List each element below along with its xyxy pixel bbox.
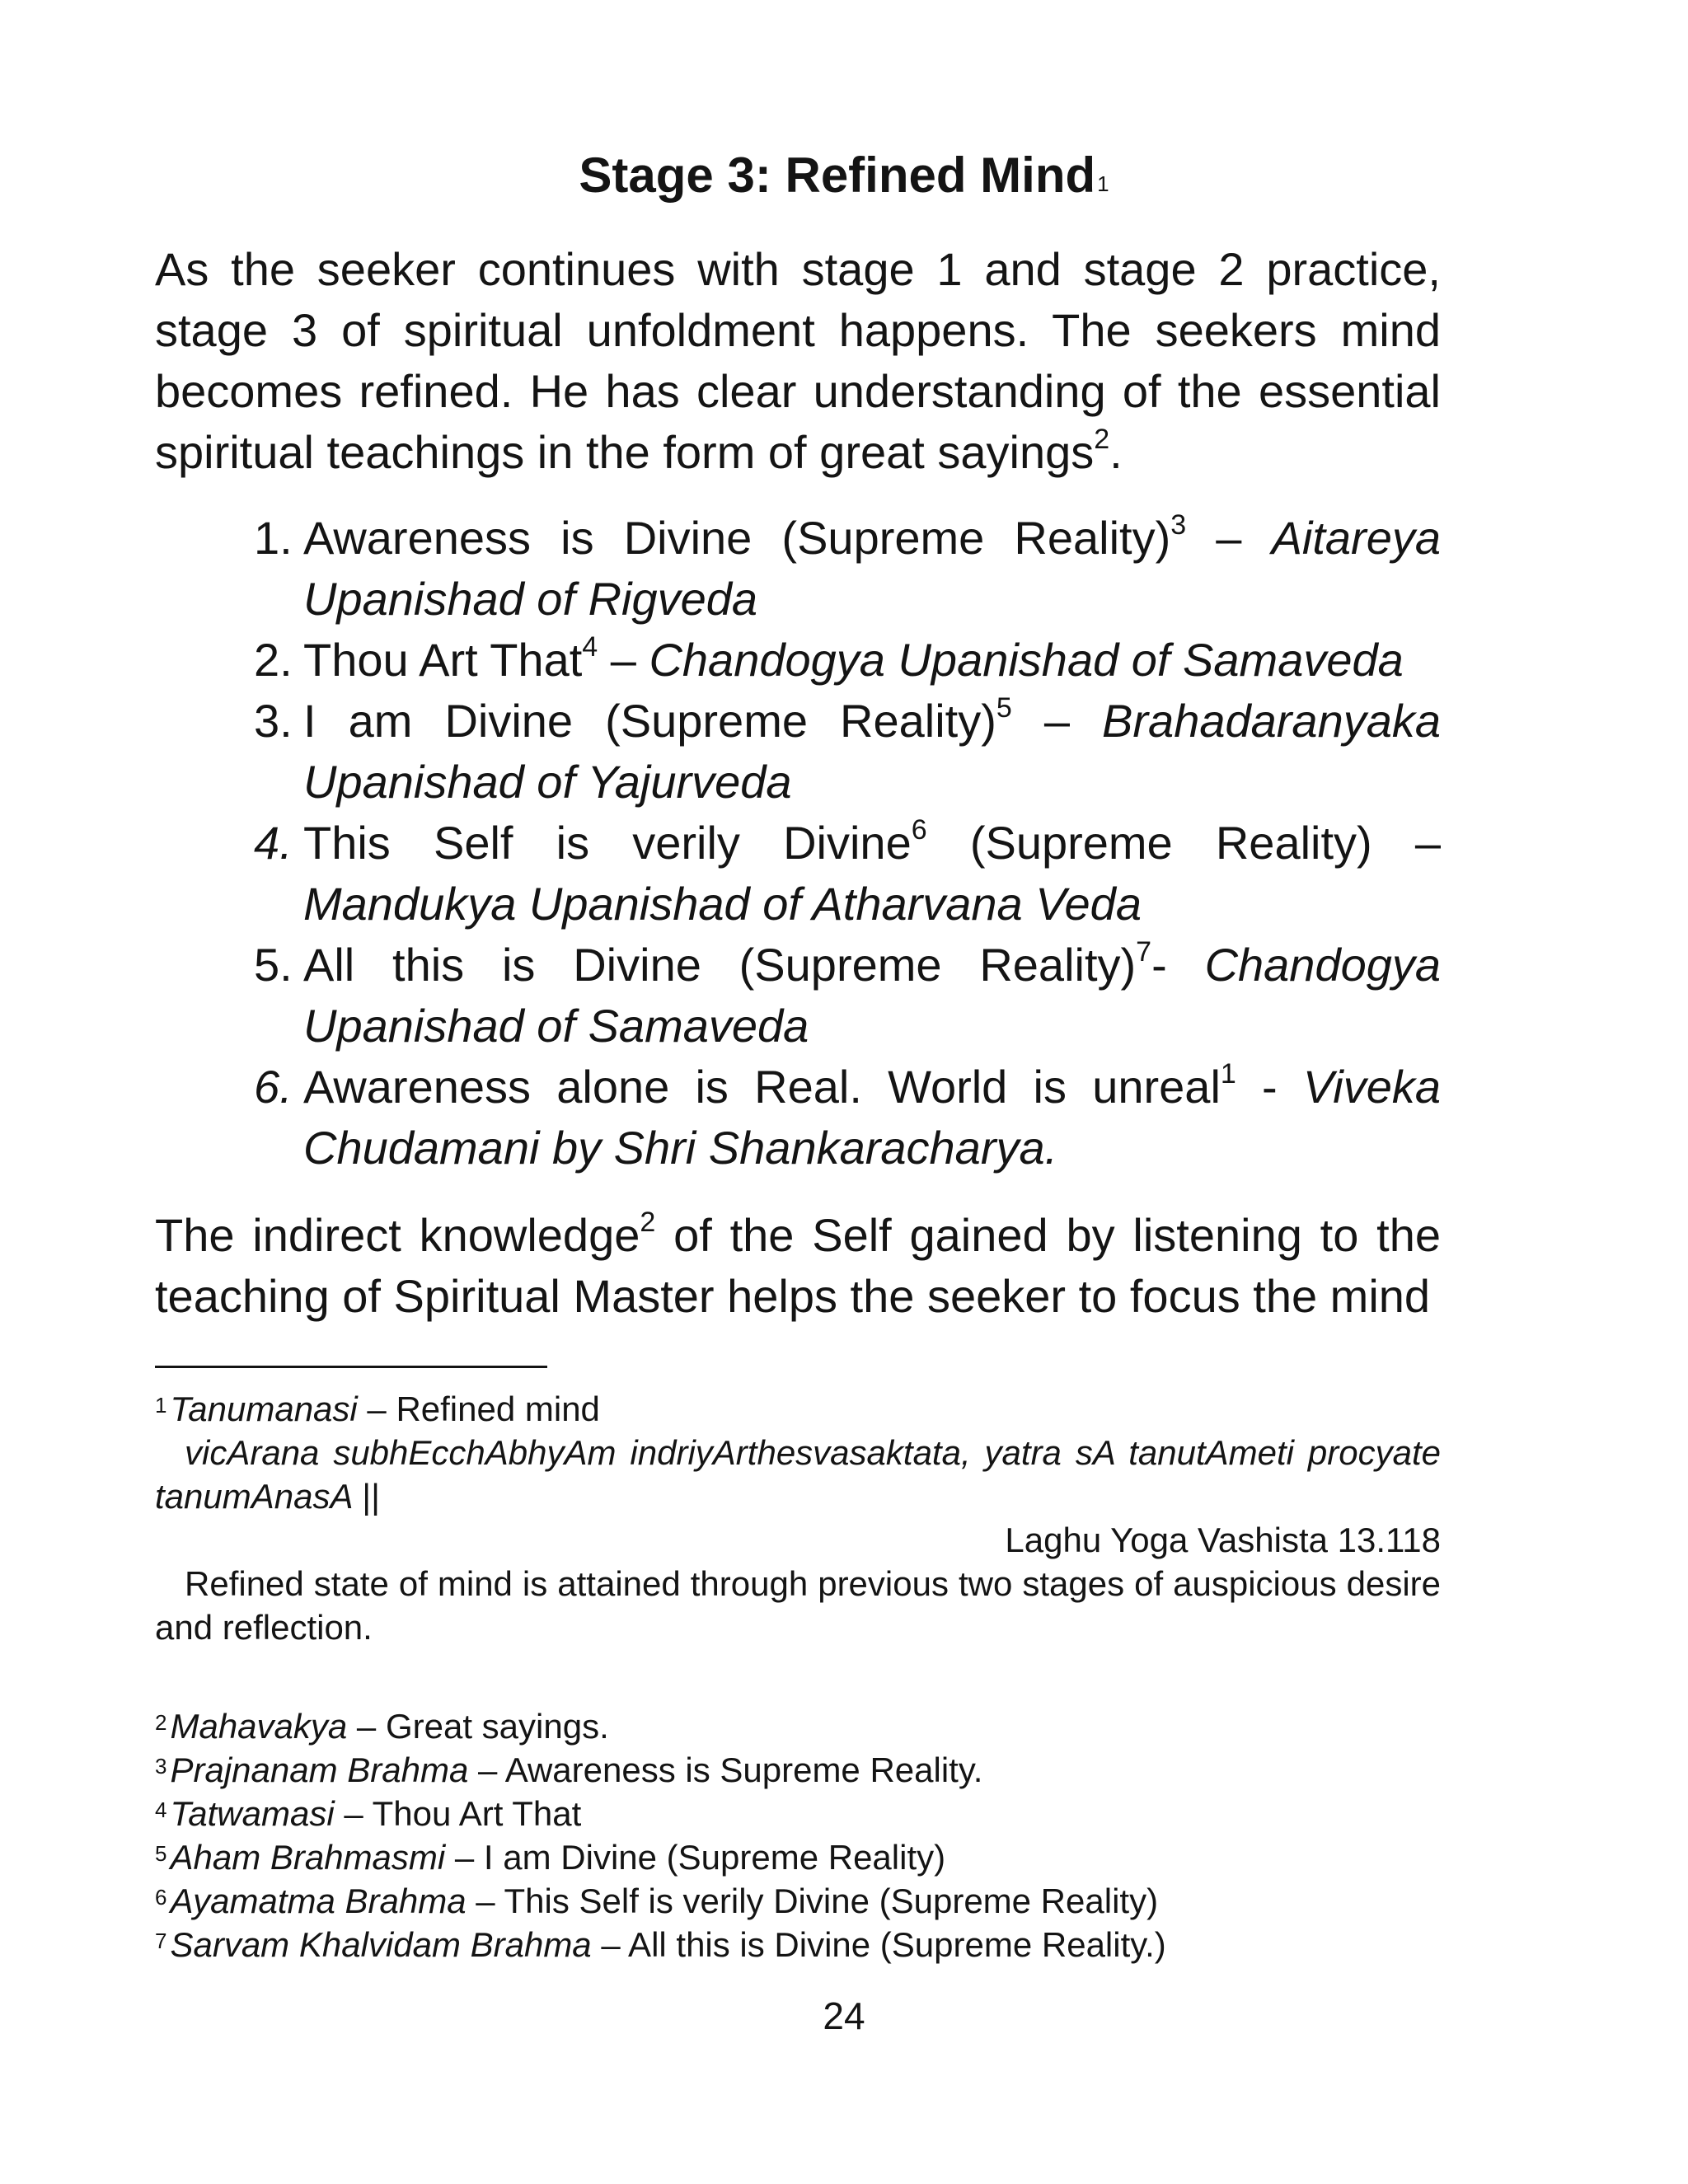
saying-text: Awareness is Divine (Supreme Reality) (303, 512, 1171, 564)
saying-text: This Self is verily Divine (303, 817, 912, 869)
footnote-citation: Laghu Yoga Vashista 13.118 (1005, 1521, 1441, 1559)
saying-separator: - (1236, 1061, 1303, 1113)
list-item-number: 4. (254, 817, 293, 869)
footnote-number: 5 (155, 1841, 167, 1866)
saying-text: All this is Divine (Supreme Reality) (303, 939, 1137, 991)
footnote-term: Prajnanam Brahma (170, 1750, 469, 1789)
footnote-number: 7 (155, 1929, 167, 1953)
list-item (254, 630, 1441, 691)
footnote-number: 3 (155, 1754, 167, 1779)
saying-footnote-ref: 1 (1220, 1058, 1236, 1090)
footnote-verse: vicArana subhEcchAbhyAm indriyArthesvasaktata, yatra sA tanutAmeti procyate tanumAnasA || (155, 1433, 1441, 1516)
saying-footnote-ref: 5 (996, 692, 1012, 724)
footnote-definition: – Refined mind (357, 1390, 600, 1428)
footnote-term: Tanumanasi (170, 1390, 358, 1428)
saying-footnote-ref: 3 (1170, 509, 1187, 541)
saying-separator: - (1151, 939, 1205, 991)
intro-footnote-ref: 2 (1094, 424, 1110, 456)
footnote-definition: – This Self is verily Divine (Supreme Reality) (466, 1882, 1159, 1920)
saying-source: Aitareya Upanishad of Rigveda (303, 512, 1441, 625)
saying-source: Viveka Chudamani by Shri Shankaracharya. (303, 1061, 1441, 1174)
intro-text: As the seeker continues with stage 1 and stage 2 practice, stage 3 of spiritual unfoldment happens. The seekers mind becomes refined. He has clear understanding of the essential spiritual teachings in the form of great sayings (155, 243, 1441, 478)
footnote-number: 2 (155, 1710, 167, 1735)
footnote-number: 1 (155, 1393, 167, 1418)
saying-text: I am Divine (Supreme Reality) (303, 695, 996, 747)
footnote-list (155, 1704, 1441, 1966)
saying-separator: – (1011, 695, 1103, 747)
footnote-term: Ayamatma Brahma (170, 1882, 467, 1920)
footnote-definition: – All this is Divine (Supreme Reality.) (591, 1925, 1166, 1964)
list-item (254, 935, 1441, 1057)
list-item-number: 6. (254, 1061, 293, 1113)
saying-footnote-ref: 6 (911, 814, 927, 846)
list-item-number: 3. (254, 695, 293, 747)
list-item (254, 813, 1441, 935)
footnote-number: 6 (155, 1885, 167, 1910)
footnote-1 (155, 1387, 1441, 1649)
title-footnote-ref: 1 (1097, 171, 1109, 196)
closing-text-after: of the Self gained by listening to the teaching of Spiritual Master helps the seeker to focus the mind (155, 1209, 1441, 1322)
saying-text: Thou Art That (303, 634, 583, 686)
list-item-number: 1. (254, 512, 293, 564)
footnote-item (155, 1792, 1441, 1835)
saying-after-ref: (Supreme Reality) – (926, 817, 1441, 869)
saying-source: Brahadaranyaka Upanishad of Yajurveda (303, 695, 1441, 808)
list-item (254, 508, 1441, 630)
footnote-explanation: Refined state of mind is attained through previous two stages of auspicious desire and reflection. (155, 1564, 1441, 1647)
footnote-1-heading (155, 1387, 1441, 1431)
footnote-item (155, 1748, 1441, 1792)
footnote-term: Tatwamasi (170, 1794, 335, 1833)
footnote-divider (155, 1366, 547, 1368)
footnote-item (155, 1879, 1441, 1923)
saying-source: Mandukya Upanishad of Atharvana Veda (303, 878, 1142, 930)
footnote-definition: – I am Divine (Supreme Reality) (445, 1838, 946, 1877)
footnote-number: 4 (155, 1797, 167, 1822)
page-title-text: Stage 3: Refined Mind (579, 148, 1096, 203)
saying-source: Chandogya Upanishad of Samaveda (649, 634, 1404, 686)
list-item (254, 691, 1441, 813)
footnote-item (155, 1835, 1441, 1879)
list-item (254, 1057, 1441, 1179)
footnote-term: Sarvam Khalvidam Brahma (170, 1925, 592, 1964)
page-number: 24 (823, 1994, 865, 2037)
footnote-definition: – Thou Art That (334, 1794, 582, 1833)
saying-source: Chandogya Upanishad of Samaveda (303, 939, 1442, 1052)
footnote-item (155, 1704, 1441, 1748)
footnote-definition: – Awareness is Supreme Reality. (468, 1750, 983, 1789)
saying-separator: – (598, 634, 649, 686)
footnote-term: Aham Brahmasmi (170, 1838, 446, 1877)
saying-footnote-ref: 4 (582, 631, 598, 663)
intro-end: . (1109, 426, 1123, 478)
list-item-number: 5. (254, 939, 293, 991)
saying-separator: – (1186, 512, 1272, 564)
saying-footnote-ref: 7 (1136, 936, 1152, 968)
footnote-term: Mahavakya (170, 1707, 348, 1746)
closing-footnote-ref: 2 (640, 1207, 656, 1239)
intro-paragraph (155, 239, 1441, 483)
list-item-number: 2. (254, 634, 293, 686)
footnote-definition: – Great sayings. (347, 1707, 609, 1746)
closing-paragraph (155, 1205, 1441, 1327)
page-title (0, 142, 1688, 209)
footnote-item (155, 1923, 1441, 1966)
closing-text-before: The indirect knowledge (155, 1209, 640, 1261)
great-sayings-list (254, 508, 1441, 1179)
saying-text: Awareness alone is Real. World is unreal (303, 1061, 1221, 1113)
